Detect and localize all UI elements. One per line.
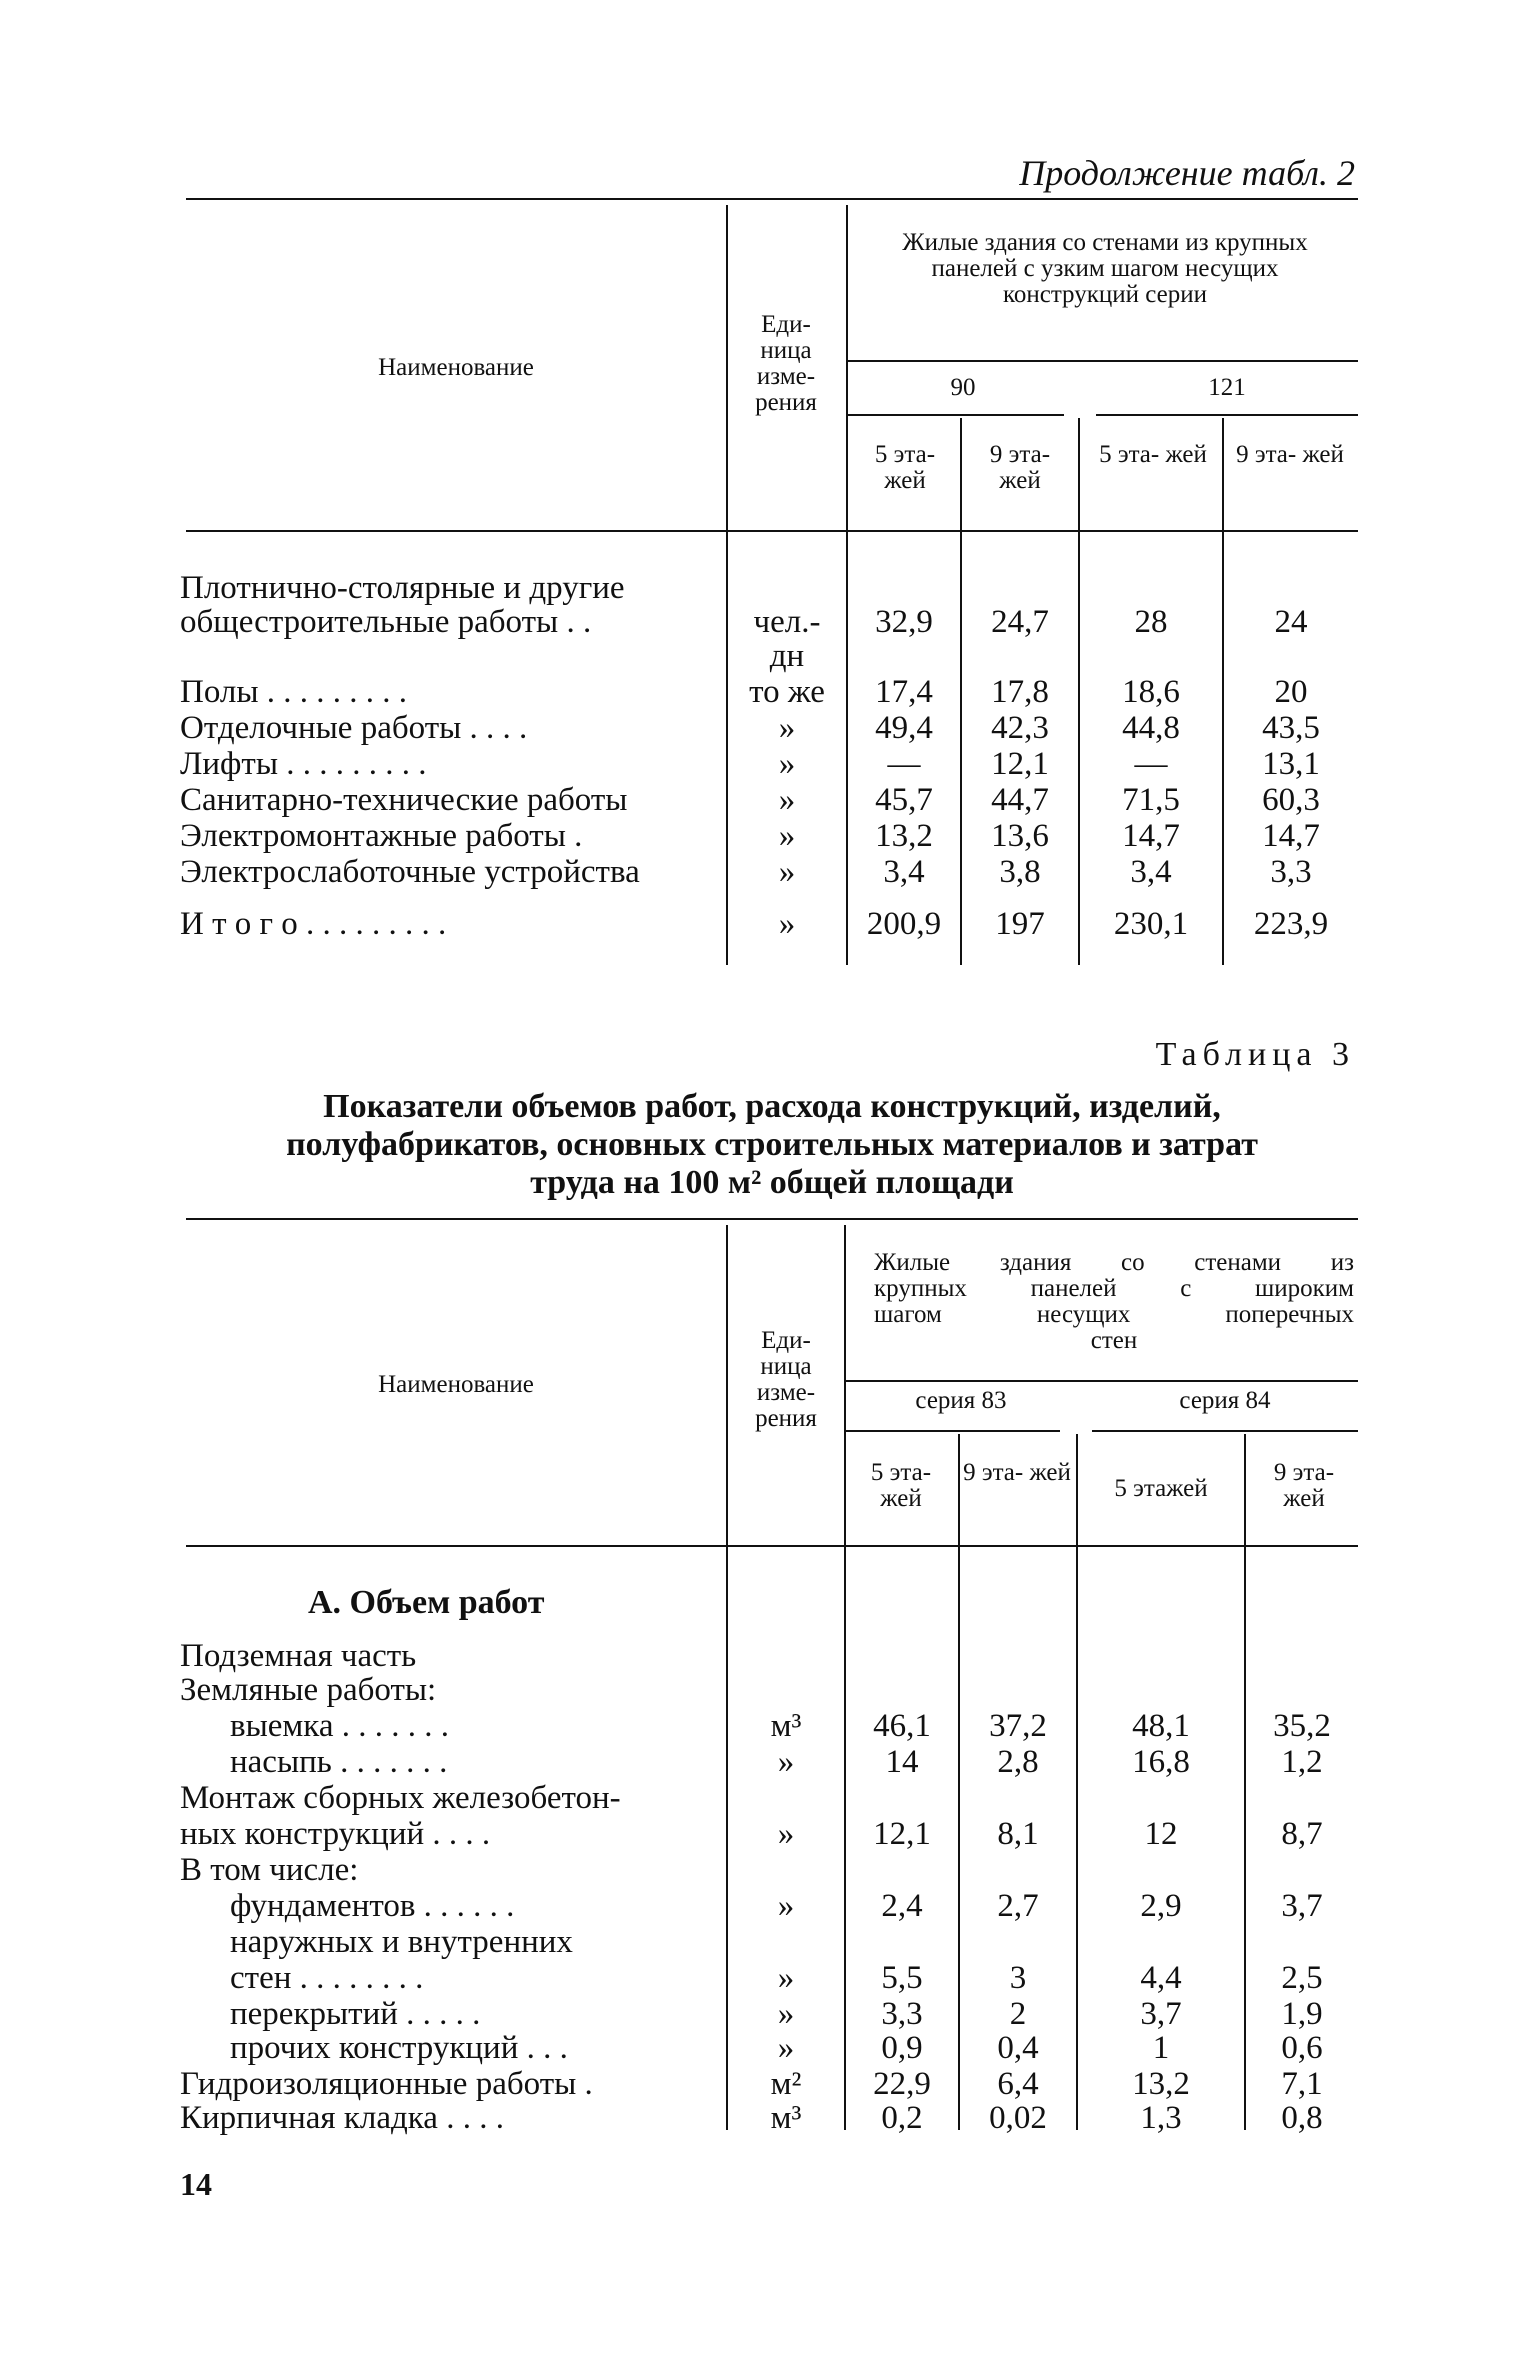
row-value: 13,1	[1262, 746, 1320, 782]
row-unit: м²	[770, 2066, 802, 2102]
title-line: полуфабрикатов, основных строительных материалов и затрат	[286, 1126, 1258, 1163]
row-value: 37,2	[989, 1708, 1047, 1744]
row-unit: чел.-	[753, 604, 821, 640]
title-line: труда на 100 м² общей площади	[530, 1164, 1014, 1201]
t2-group-header: Жилые здания со стенами из крупных панелей с узким шагом несущих конструкций серии	[902, 229, 1308, 308]
row-unit: »	[778, 818, 796, 854]
t3-sub-1: 5 эта- жей	[870, 1459, 932, 1512]
row-value: 3,4	[883, 854, 925, 890]
row-value: 3	[1009, 1960, 1027, 1996]
row-name: Полы . . . . . . . . .	[180, 674, 408, 710]
row-value: 5,5	[881, 1960, 923, 1996]
row-value: 197	[995, 906, 1045, 942]
row-unit: »	[777, 1888, 795, 1924]
row-unit: »	[777, 2030, 795, 2066]
row-value: 223,9	[1253, 906, 1329, 942]
row-value: 24	[1274, 604, 1308, 640]
row-value: 2,8	[997, 1744, 1039, 1780]
row-value: 0,4	[997, 2030, 1039, 2066]
row-value: 46,1	[873, 1708, 931, 1744]
row-value: 2	[1009, 1996, 1027, 2032]
table-3-caption: Таблица 3	[1155, 1036, 1355, 1073]
t3-col-name: Наименование	[378, 1371, 534, 1398]
row-value: 2,7	[997, 1888, 1039, 1924]
row-value: 17,8	[991, 674, 1049, 710]
row-name: Кирпичная кладка . . . .	[180, 2100, 504, 2136]
row-unit: »	[778, 906, 796, 942]
row-name: Земляные работы:	[180, 1672, 437, 1708]
row-value: 0,8	[1281, 2100, 1323, 2136]
t2-top-rule	[186, 198, 1358, 200]
row-name: перекрытий . . . . .	[230, 1996, 481, 2032]
t2-series-90: 90	[950, 374, 976, 401]
row-value: 14	[885, 1744, 919, 1780]
row-value: 3,8	[999, 854, 1041, 890]
row-name: В том числе:	[180, 1852, 359, 1888]
row-unit: »	[777, 1816, 795, 1852]
row-value: 48,1	[1132, 1708, 1190, 1744]
row-value: 18,6	[1122, 674, 1180, 710]
title-line: Показатели объемов работ, расхода конструкций, изделий,	[323, 1088, 1221, 1125]
row-name: прочих конструкций . . .	[230, 2030, 568, 2066]
row-value: 7,1	[1281, 2066, 1323, 2102]
row-name: насыпь . . . . . . .	[230, 1744, 448, 1780]
row-name: Отделочные работы . . . .	[180, 710, 528, 746]
row-name: И т о г о . . . . . . . . .	[180, 906, 447, 942]
t3-sub-2: 9 эта- жей	[963, 1459, 1071, 1486]
t3-group-header-2: крупных панелей с широким	[874, 1275, 1354, 1302]
row-name: ных конструкций . . . .	[180, 1816, 491, 1852]
row-value: 43,5	[1262, 710, 1320, 746]
row-value: —	[887, 746, 921, 782]
row-value: 3,4	[1130, 854, 1172, 890]
row-value: 12	[1144, 1816, 1178, 1852]
t2-series90-rule	[848, 414, 1064, 416]
row-value: 230,1	[1113, 906, 1189, 942]
row-unit: »	[778, 782, 796, 818]
row-value: 1,3	[1140, 2100, 1182, 2136]
row-name: Гидроизоляционные работы .	[180, 2066, 593, 2102]
t3-section-heading: А. Объем работ	[308, 1584, 545, 1621]
row-value: 2,9	[1140, 1888, 1182, 1924]
t2-group-rule	[848, 360, 1358, 362]
t3-col-unit: Еди- ница изме- рения	[755, 1327, 817, 1432]
row-name: Плотнично-столярные и другие	[180, 570, 625, 606]
row-value: 1	[1152, 2030, 1170, 2066]
row-value: 4,4	[1140, 1960, 1182, 1996]
continuation-caption: Продолжение табл. 2	[1019, 153, 1355, 193]
t2-sub-3: 5 эта- жей	[1099, 441, 1207, 468]
t3-sub-4: 9 эта- жей	[1273, 1459, 1335, 1512]
row-value: 1,2	[1281, 1744, 1323, 1780]
row-value: 44,8	[1122, 710, 1180, 746]
row-name: Электрослаботочные устройства	[180, 854, 640, 890]
t2-col-name: Наименование	[378, 354, 534, 381]
row-value: 28	[1134, 604, 1168, 640]
t3-header-bottom-rule	[186, 1545, 1358, 1547]
row-value: 2,5	[1281, 1960, 1323, 1996]
row-value: 12,1	[991, 746, 1049, 782]
row-value: 6,4	[997, 2066, 1039, 2102]
row-value: 3,3	[1270, 854, 1312, 890]
row-value: 20	[1274, 674, 1308, 710]
row-value: 42,3	[991, 710, 1049, 746]
row-value: 3,7	[1140, 1996, 1182, 2032]
t3-top-rule	[186, 1218, 1358, 1220]
row-unit: м³	[770, 1708, 802, 1744]
t3-series83-rule	[846, 1430, 1060, 1432]
row-value: 35,2	[1273, 1708, 1331, 1744]
row-value: 0,2	[881, 2100, 923, 2136]
row-name: выемка . . . . . . .	[230, 1708, 449, 1744]
row-value: 0,02	[989, 2100, 1047, 2136]
row-unit: м³	[770, 2100, 802, 2136]
row-unit: »	[778, 710, 796, 746]
row-unit: »	[777, 1744, 795, 1780]
row-value: 13,6	[991, 818, 1049, 854]
t3-group-header-1: Жилые здания со стенами из	[874, 1249, 1354, 1276]
row-value: 2,4	[881, 1888, 923, 1924]
row-name: Лифты . . . . . . . . .	[180, 746, 427, 782]
row-value: 200,9	[866, 906, 942, 942]
row-unit: то же	[749, 674, 825, 710]
row-unit: дн	[769, 638, 805, 674]
row-value: 13,2	[1132, 2066, 1190, 2102]
row-unit: »	[777, 1996, 795, 2032]
row-unit: »	[777, 1960, 795, 1996]
row-name: Монтаж сборных железобетон-	[180, 1780, 621, 1816]
row-name: Санитарно-технические работы	[180, 782, 628, 818]
row-value: 8,7	[1281, 1816, 1323, 1852]
row-value: 22,9	[873, 2066, 931, 2102]
row-value: 17,4	[875, 674, 933, 710]
row-value: 49,4	[875, 710, 933, 746]
table-3-title	[186, 1088, 1358, 1202]
t3-series-84: серия 84	[1179, 1387, 1271, 1414]
row-value: 24,7	[991, 604, 1049, 640]
t2-sub-2: 9 эта- жей	[989, 441, 1051, 494]
row-value: 14,7	[1262, 818, 1320, 854]
row-value: 32,9	[875, 604, 933, 640]
row-name: общестроительные работы . .	[180, 604, 592, 640]
t2-series121-rule	[1096, 414, 1358, 416]
row-value: 14,7	[1122, 818, 1180, 854]
t3-series84-rule	[1092, 1430, 1358, 1432]
page-number: 14	[180, 2166, 212, 2202]
t3-group-header-4: стен	[1090, 1327, 1138, 1354]
row-name: фундаментов . . . . . .	[230, 1888, 515, 1924]
row-value: 13,2	[875, 818, 933, 854]
row-value: 0,6	[1281, 2030, 1323, 2066]
row-value: —	[1134, 746, 1168, 782]
row-value: 16,8	[1132, 1744, 1190, 1780]
row-value: 8,1	[997, 1816, 1039, 1852]
row-value: 60,3	[1262, 782, 1320, 818]
row-value: 45,7	[875, 782, 933, 818]
row-value: 44,7	[991, 782, 1049, 818]
t3-sub-3: 5 этажей	[1114, 1475, 1208, 1502]
row-unit: »	[778, 854, 796, 890]
t2-series-121: 121	[1208, 374, 1246, 401]
row-name: Подземная часть	[180, 1638, 417, 1674]
t2-sub-1: 5 эта- жей	[874, 441, 936, 494]
t3-group-header-3: шагом несущих поперечных	[874, 1301, 1354, 1328]
row-value: 71,5	[1122, 782, 1180, 818]
row-unit: »	[778, 746, 796, 782]
t2-sub-4: 9 эта- жей	[1236, 441, 1344, 468]
row-value: 3,7	[1281, 1888, 1323, 1924]
t2-col-unit: Еди- ница изме- рения	[755, 311, 817, 416]
row-name: Электромонтажные работы .	[180, 818, 583, 854]
t3-group-rule	[846, 1380, 1358, 1382]
row-value: 3,3	[881, 1996, 923, 2032]
row-name: стен . . . . . . . .	[230, 1960, 424, 1996]
row-value: 1,9	[1281, 1996, 1323, 2032]
t2-header-bottom-rule	[186, 530, 1358, 532]
row-value: 0,9	[881, 2030, 923, 2066]
row-value: 12,1	[873, 1816, 931, 1852]
t3-series-83: серия 83	[915, 1387, 1007, 1414]
row-name: наружных и внутренних	[230, 1924, 573, 1960]
